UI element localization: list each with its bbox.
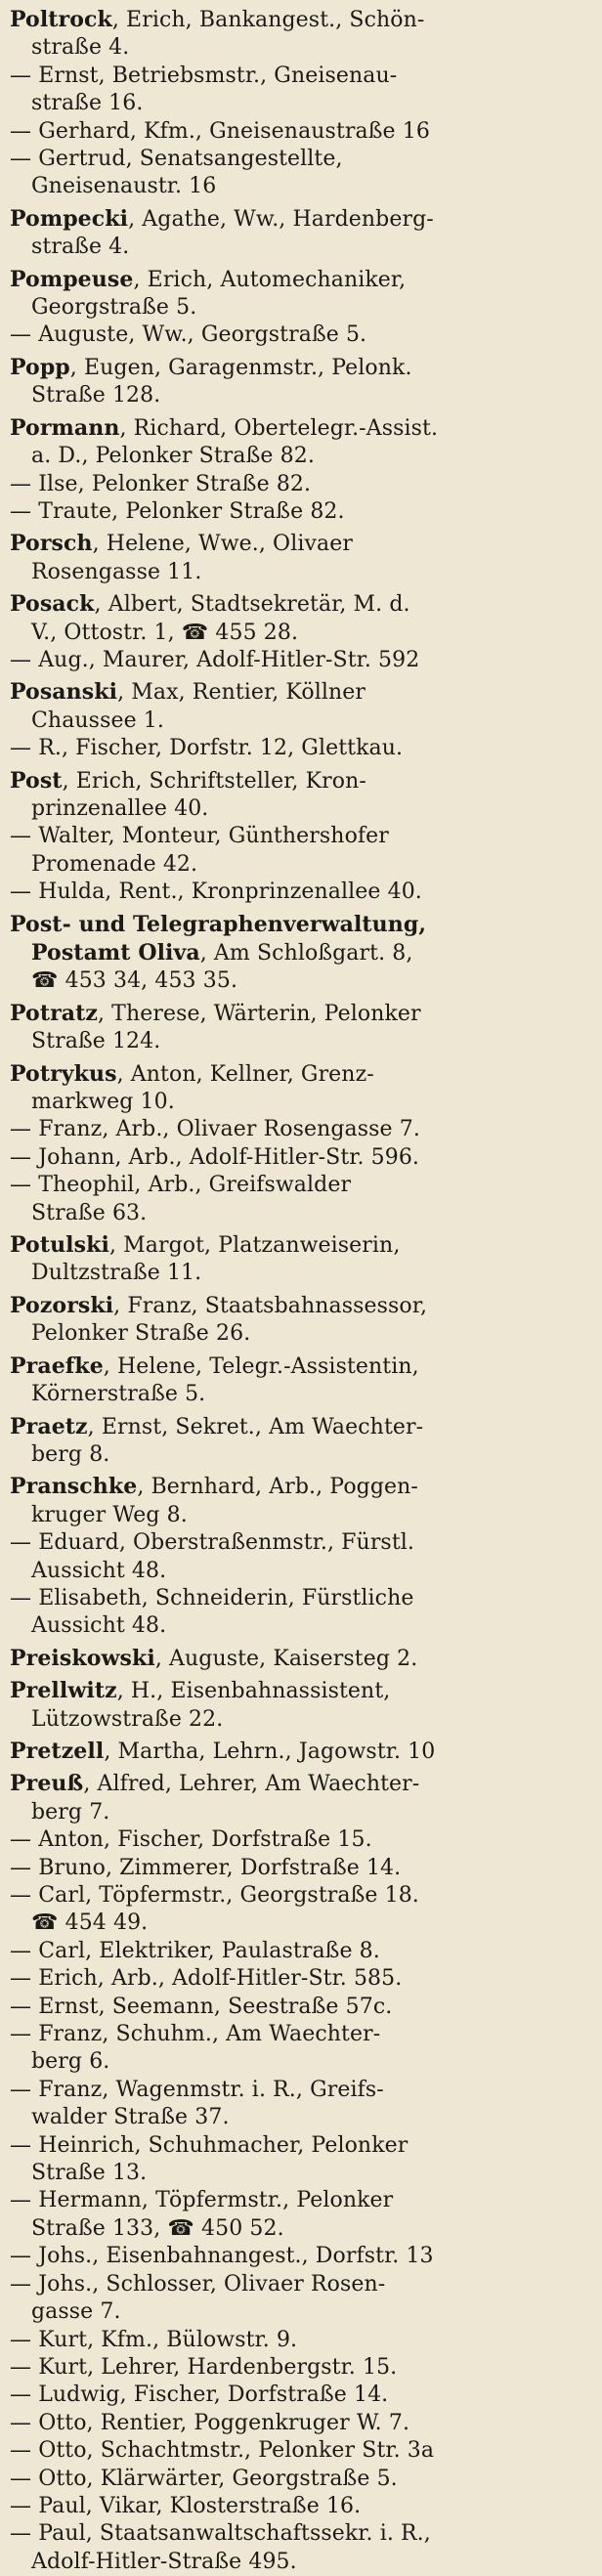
entry-first-line bbox=[10, 767, 594, 795]
entry-surname: Preiskowski bbox=[10, 1645, 155, 1671]
entry-first-line: — Carl, Töpfermstr., Georgstraße 18. bbox=[10, 1883, 419, 1908]
directory-entry bbox=[10, 1231, 594, 1288]
directory-subentry bbox=[10, 1144, 594, 1172]
directory-entry bbox=[10, 1060, 594, 1117]
entry-surname: Pretzell bbox=[10, 1738, 105, 1764]
directory-entry bbox=[10, 205, 594, 262]
entry-surname: Potrykus bbox=[10, 1060, 117, 1087]
entry-first-line bbox=[10, 1738, 594, 1766]
entry-continuation-line: berg 6. bbox=[31, 2049, 110, 2075]
entry-details: , Helene, Wwe., Olivaer bbox=[92, 532, 353, 557]
directory-subentry bbox=[10, 1938, 594, 1965]
entry-first-line bbox=[10, 1292, 594, 1320]
directory-subentry bbox=[10, 1585, 594, 1641]
entry-continuation-line: berg 7. bbox=[31, 1799, 110, 1825]
entry-continuation-line: prinzenallee 40. bbox=[31, 795, 209, 821]
entry-first-line bbox=[10, 911, 594, 939]
entry-continuation-line bbox=[10, 939, 594, 967]
directory-subentry bbox=[10, 2187, 594, 2243]
entry-details: , Alfred, Lehrer, Am Waechter- bbox=[83, 1772, 420, 1797]
entry-details: , Agathe, Ww., Hardenberg- bbox=[128, 206, 434, 232]
entry-first-line bbox=[10, 1231, 594, 1260]
directory-subentry bbox=[10, 1994, 594, 2021]
entry-details: , Helene, Telegr.-Assistentin, bbox=[103, 1353, 419, 1379]
directory-subentry bbox=[10, 2410, 594, 2437]
directory-subentry bbox=[10, 146, 594, 201]
entry-surname: Pormann bbox=[10, 414, 120, 441]
entry-surname: Pranschke bbox=[10, 1474, 138, 1500]
entry-continuation-line: Georgstraße 5. bbox=[31, 295, 197, 321]
entry-details: , Am Schloßgart. 8, bbox=[199, 941, 413, 966]
entry-details: , Albert, Stadtsekretär, M. d. bbox=[94, 592, 410, 618]
entry-first-line bbox=[10, 1000, 594, 1028]
entry-continuation-line: V., Ottostr. 1, ☎ 455 28. bbox=[31, 620, 299, 645]
entry-details: , Anton, Kellner, Grenz- bbox=[116, 1061, 374, 1087]
entry-continuation-line: ☎ 453 34, 453 35. bbox=[31, 968, 238, 994]
directory-subentry bbox=[10, 2493, 594, 2520]
entry-first-line: — Aug., Maurer, Adolf-Hitler-Str. 592 bbox=[10, 647, 420, 672]
entry-surname: Preuß bbox=[10, 1771, 84, 1797]
directory-entry bbox=[10, 414, 594, 471]
directory-subentry bbox=[10, 2354, 594, 2382]
entry-details: , Franz, Staatsbahnassessor, bbox=[113, 1293, 428, 1318]
directory-subentry bbox=[10, 63, 594, 118]
entry-surname: Postamt Oliva bbox=[31, 940, 200, 966]
entry-continuation-line: a. D., Pelonker Straße 82. bbox=[31, 444, 315, 469]
entry-continuation-line: Körnerstraße 5. bbox=[31, 1382, 206, 1407]
directory-subentry bbox=[10, 1529, 594, 1585]
entry-continuation-line: Aussicht 48. bbox=[31, 1613, 167, 1639]
entry-first-line: — Ernst, Betriebsmstr., Gneisenau- bbox=[10, 63, 398, 88]
entry-first-line: — Otto, Klärwärter, Georgstraße 5. bbox=[10, 2466, 398, 2491]
entry-continuation-line: ☎ 454 49. bbox=[31, 1911, 149, 1936]
entry-continuation-line: Straße 128. bbox=[31, 383, 161, 408]
entry-first-line bbox=[10, 678, 594, 707]
directory-entry bbox=[10, 1000, 594, 1056]
entry-first-line: — Hulda, Rent., Kronprinzenallee 40. bbox=[10, 880, 422, 905]
entry-first-line: — Franz, Wagenmstr. i. R., Greifs- bbox=[10, 2077, 384, 2102]
directory-subentry bbox=[10, 647, 594, 674]
entry-first-line: — R., Fischer, Dorfstr. 12, Glettkau. bbox=[10, 736, 404, 761]
directory-entry bbox=[10, 1473, 594, 1529]
entry-first-line: — Gertrud, Senatsangestellte, bbox=[10, 147, 343, 172]
entry-first-line bbox=[10, 1645, 594, 1673]
entry-continuation-line: Aussicht 48. bbox=[31, 1558, 167, 1583]
directory-entry bbox=[10, 1292, 594, 1349]
entry-first-line: — Kurt, Kfm., Bülowstr. 9. bbox=[10, 2327, 298, 2352]
entry-continuation-line: straße 4. bbox=[31, 35, 130, 61]
entry-first-line: — Johs., Eisenbahnangest., Dorfstr. 13 bbox=[10, 2244, 434, 2269]
directory-subentry bbox=[10, 879, 594, 906]
entry-surname: Popp bbox=[10, 354, 70, 380]
directory-subentry bbox=[10, 2021, 594, 2077]
directory-subentry bbox=[10, 2327, 594, 2354]
entry-first-line: — Erich, Arb., Adolf-Hitler-Str. 585. bbox=[10, 1966, 403, 1992]
directory-subentry bbox=[10, 1172, 594, 1227]
entry-surname: Posack bbox=[10, 591, 95, 618]
entry-surname: Prellwitz bbox=[10, 1678, 117, 1704]
directory-subentry bbox=[10, 2271, 594, 2327]
entry-continuation-line: Adolf-Hitler-Straße 495. bbox=[31, 2549, 297, 2574]
entry-first-line: — Bruno, Zimmerer, Dorfstraße 14. bbox=[10, 1855, 402, 1880]
entry-details: , H., Eisenbahnassistent, bbox=[116, 1679, 391, 1704]
entry-first-line: — Otto, Rentier, Poggenkruger W. 7. bbox=[10, 2410, 410, 2435]
entry-surname: Porsch bbox=[10, 531, 93, 557]
entry-continuation-line: Rosengasse 11. bbox=[31, 559, 202, 584]
entry-continuation-line: straße 4. bbox=[31, 235, 130, 260]
entry-details: , Max, Rentier, Köllner bbox=[117, 680, 366, 706]
entry-first-line bbox=[10, 1413, 594, 1441]
entry-first-line bbox=[10, 590, 594, 619]
entry-first-line: — Ludwig, Fischer, Dorfstraße 14. bbox=[10, 2383, 389, 2408]
directory-subentry bbox=[10, 2077, 594, 2132]
entry-details: , Erich, Schriftsteller, Kron- bbox=[62, 768, 366, 794]
entry-surname: Potratz bbox=[10, 1000, 98, 1026]
entry-details: , Erich, Bankangest., Schön- bbox=[111, 8, 425, 32]
entry-continuation-line: berg 8. bbox=[31, 1441, 110, 1467]
entry-continuation-line: Promenade 42. bbox=[31, 851, 198, 877]
entry-first-line: — Auguste, Ww., Georgstraße 5. bbox=[10, 322, 367, 348]
entry-first-line: — Ilse, Pelonker Straße 82. bbox=[10, 471, 312, 496]
directory-entry bbox=[10, 1352, 594, 1409]
entry-first-line: — Franz, Schuhm., Am Waechter- bbox=[10, 2022, 381, 2047]
entry-continuation-line: gasse 7. bbox=[31, 2299, 121, 2325]
entry-continuation-line: Gneisenaustr. 16 bbox=[31, 174, 217, 199]
directory-subentry bbox=[10, 322, 594, 349]
directory-subentry bbox=[10, 1855, 594, 1882]
directory-subentry bbox=[10, 2437, 594, 2465]
directory-entry bbox=[10, 1677, 594, 1734]
entry-first-line: — Kurt, Lehrer, Hardenbergstr. 15. bbox=[10, 2354, 398, 2380]
entry-continuation-line: walder Straße 37. bbox=[31, 2105, 230, 2130]
entry-surname: Potulski bbox=[10, 1232, 109, 1259]
entry-first-line: — Franz, Arb., Olivaer Rosengasse 7. bbox=[10, 1117, 420, 1142]
entry-first-line bbox=[10, 1352, 594, 1381]
entry-first-line: — Paul, Vikar, Klosterstraße 16. bbox=[10, 2493, 362, 2518]
entry-continuation-line: Pelonker Straße 26. bbox=[31, 1321, 251, 1347]
entry-surname: Post bbox=[10, 767, 63, 794]
directory-subentry bbox=[10, 2382, 594, 2409]
entry-first-line bbox=[10, 205, 594, 234]
entry-continuation-line: kruger Weg 8. bbox=[31, 1502, 188, 1527]
directory-entry bbox=[10, 530, 594, 586]
directory-subentry bbox=[10, 823, 594, 879]
entry-surname: Pozorski bbox=[10, 1292, 114, 1318]
entry-continuation-line: markweg 10. bbox=[31, 1090, 175, 1115]
directory-entry bbox=[10, 266, 594, 322]
entry-details: , Therese, Wärterin, Pelonker bbox=[98, 1001, 421, 1026]
directory-subentry bbox=[10, 1965, 594, 1993]
entry-details: , Bernhard, Arb., Poggen- bbox=[137, 1475, 418, 1500]
entry-surname: Pompecki bbox=[10, 205, 129, 232]
entry-surname: Pompeuse bbox=[10, 266, 134, 292]
directory-subentry bbox=[10, 2466, 594, 2493]
entry-first-line: — Walter, Monteur, Günthershofer bbox=[10, 824, 389, 849]
entry-first-line: — Eduard, Oberstraßenmstr., Fürstl. bbox=[10, 1530, 414, 1556]
entry-first-line bbox=[10, 1473, 594, 1501]
directory-subentry bbox=[10, 498, 594, 526]
entry-details: , Eugen, Garagenmstr., Pelonk. bbox=[69, 355, 412, 380]
directory-subentry bbox=[10, 1826, 594, 1854]
entry-continuation-line: straße 16. bbox=[31, 91, 144, 116]
entry-continuation-line: Straße 13. bbox=[31, 2161, 148, 2186]
directory-subentry bbox=[10, 118, 594, 146]
entry-surname: Poltrock bbox=[10, 7, 112, 32]
entry-first-line: — Johs., Schlosser, Olivaer Rosen- bbox=[10, 2271, 386, 2297]
entry-first-line bbox=[10, 266, 594, 294]
entry-first-line: — Theophil, Arb., Greifswalder bbox=[10, 1173, 352, 1198]
entry-first-line bbox=[10, 354, 594, 382]
directory-entry bbox=[10, 678, 594, 735]
entry-first-line: — Ernst, Seemann, Seestraße 57c. bbox=[10, 1994, 393, 2019]
entry-first-line bbox=[10, 530, 594, 558]
entry-first-line bbox=[10, 6, 594, 34]
entry-first-line bbox=[10, 1677, 594, 1705]
entry-details: , Margot, Platzanweiserin, bbox=[108, 1233, 401, 1259]
directory-subentry bbox=[10, 471, 594, 498]
directory-subentry bbox=[10, 1116, 594, 1143]
entry-surname: Posanski bbox=[10, 679, 118, 706]
entry-first-line bbox=[10, 1060, 594, 1089]
entry-first-line: — Elisabeth, Schneiderin, Fürstliche bbox=[10, 1585, 414, 1610]
directory-subentry bbox=[10, 2132, 594, 2188]
directory-entry bbox=[10, 767, 594, 824]
directory-subentry bbox=[10, 2243, 594, 2270]
entry-surname: Praefke bbox=[10, 1352, 104, 1379]
entry-first-line: — Otto, Schachtmstr., Pelonker Str. 3a bbox=[10, 2438, 435, 2464]
directory-entry bbox=[10, 911, 594, 996]
entry-first-line: — Gerhard, Kfm., Gneisenaustraße 16 bbox=[10, 118, 430, 144]
directory-entry bbox=[10, 1645, 594, 1673]
entry-first-line: — Hermann, Töpfermstr., Pelonker bbox=[10, 2188, 394, 2213]
directory-entry bbox=[10, 354, 594, 410]
directory-entry bbox=[10, 1413, 594, 1470]
entry-surname: Praetz bbox=[10, 1413, 88, 1439]
entry-details: , Ernst, Sekret., Am Waechter- bbox=[87, 1414, 424, 1439]
entry-first-line: — Paul, Staatsanwaltschaftssekr. i. R., bbox=[10, 2521, 431, 2547]
entry-continuation-line: Chaussee 1. bbox=[31, 708, 164, 733]
entry-first-line: — Traute, Pelonker Straße 82. bbox=[10, 498, 345, 524]
entry-first-line: — Carl, Elektriker, Paulastraße 8. bbox=[10, 1938, 380, 1963]
directory-entry bbox=[10, 590, 594, 647]
entry-surname: Post- und Telegraphenverwaltung, bbox=[10, 911, 427, 937]
entry-details: , Auguste, Kaisersteg 2. bbox=[154, 1646, 418, 1671]
directory-entry bbox=[10, 6, 594, 63]
directory-entry bbox=[10, 1770, 594, 1826]
entry-continuation-line: Straße 63. bbox=[31, 1200, 148, 1225]
entry-continuation-line: Lützowstraße 22. bbox=[31, 1706, 224, 1732]
entry-first-line bbox=[10, 414, 594, 443]
entry-first-line: — Anton, Fischer, Dorfstraße 15. bbox=[10, 1827, 372, 1853]
entry-details: , Richard, Obertelegr.-Assist. bbox=[119, 415, 439, 441]
directory-subentry bbox=[10, 735, 594, 762]
entry-first-line: — Johann, Arb., Adolf-Hitler-Str. 596. bbox=[10, 1144, 420, 1170]
entry-details: , Martha, Lehrn., Jagowstr. 10 bbox=[104, 1739, 436, 1764]
directory-entry bbox=[10, 1738, 594, 1766]
entry-continuation-line: Straße 124. bbox=[31, 1029, 161, 1054]
entry-continuation-line: Straße 133, ☎ 450 52. bbox=[31, 2215, 284, 2241]
directory-subentry bbox=[10, 2520, 594, 2576]
entry-details: , Erich, Automechaniker, bbox=[133, 267, 407, 292]
entry-continuation-line: Dultzstraße 11. bbox=[31, 1261, 202, 1286]
entry-first-line bbox=[10, 1770, 594, 1798]
directory-subentry bbox=[10, 1882, 594, 1938]
entry-first-line: — Heinrich, Schuhmacher, Pelonker bbox=[10, 2132, 408, 2158]
